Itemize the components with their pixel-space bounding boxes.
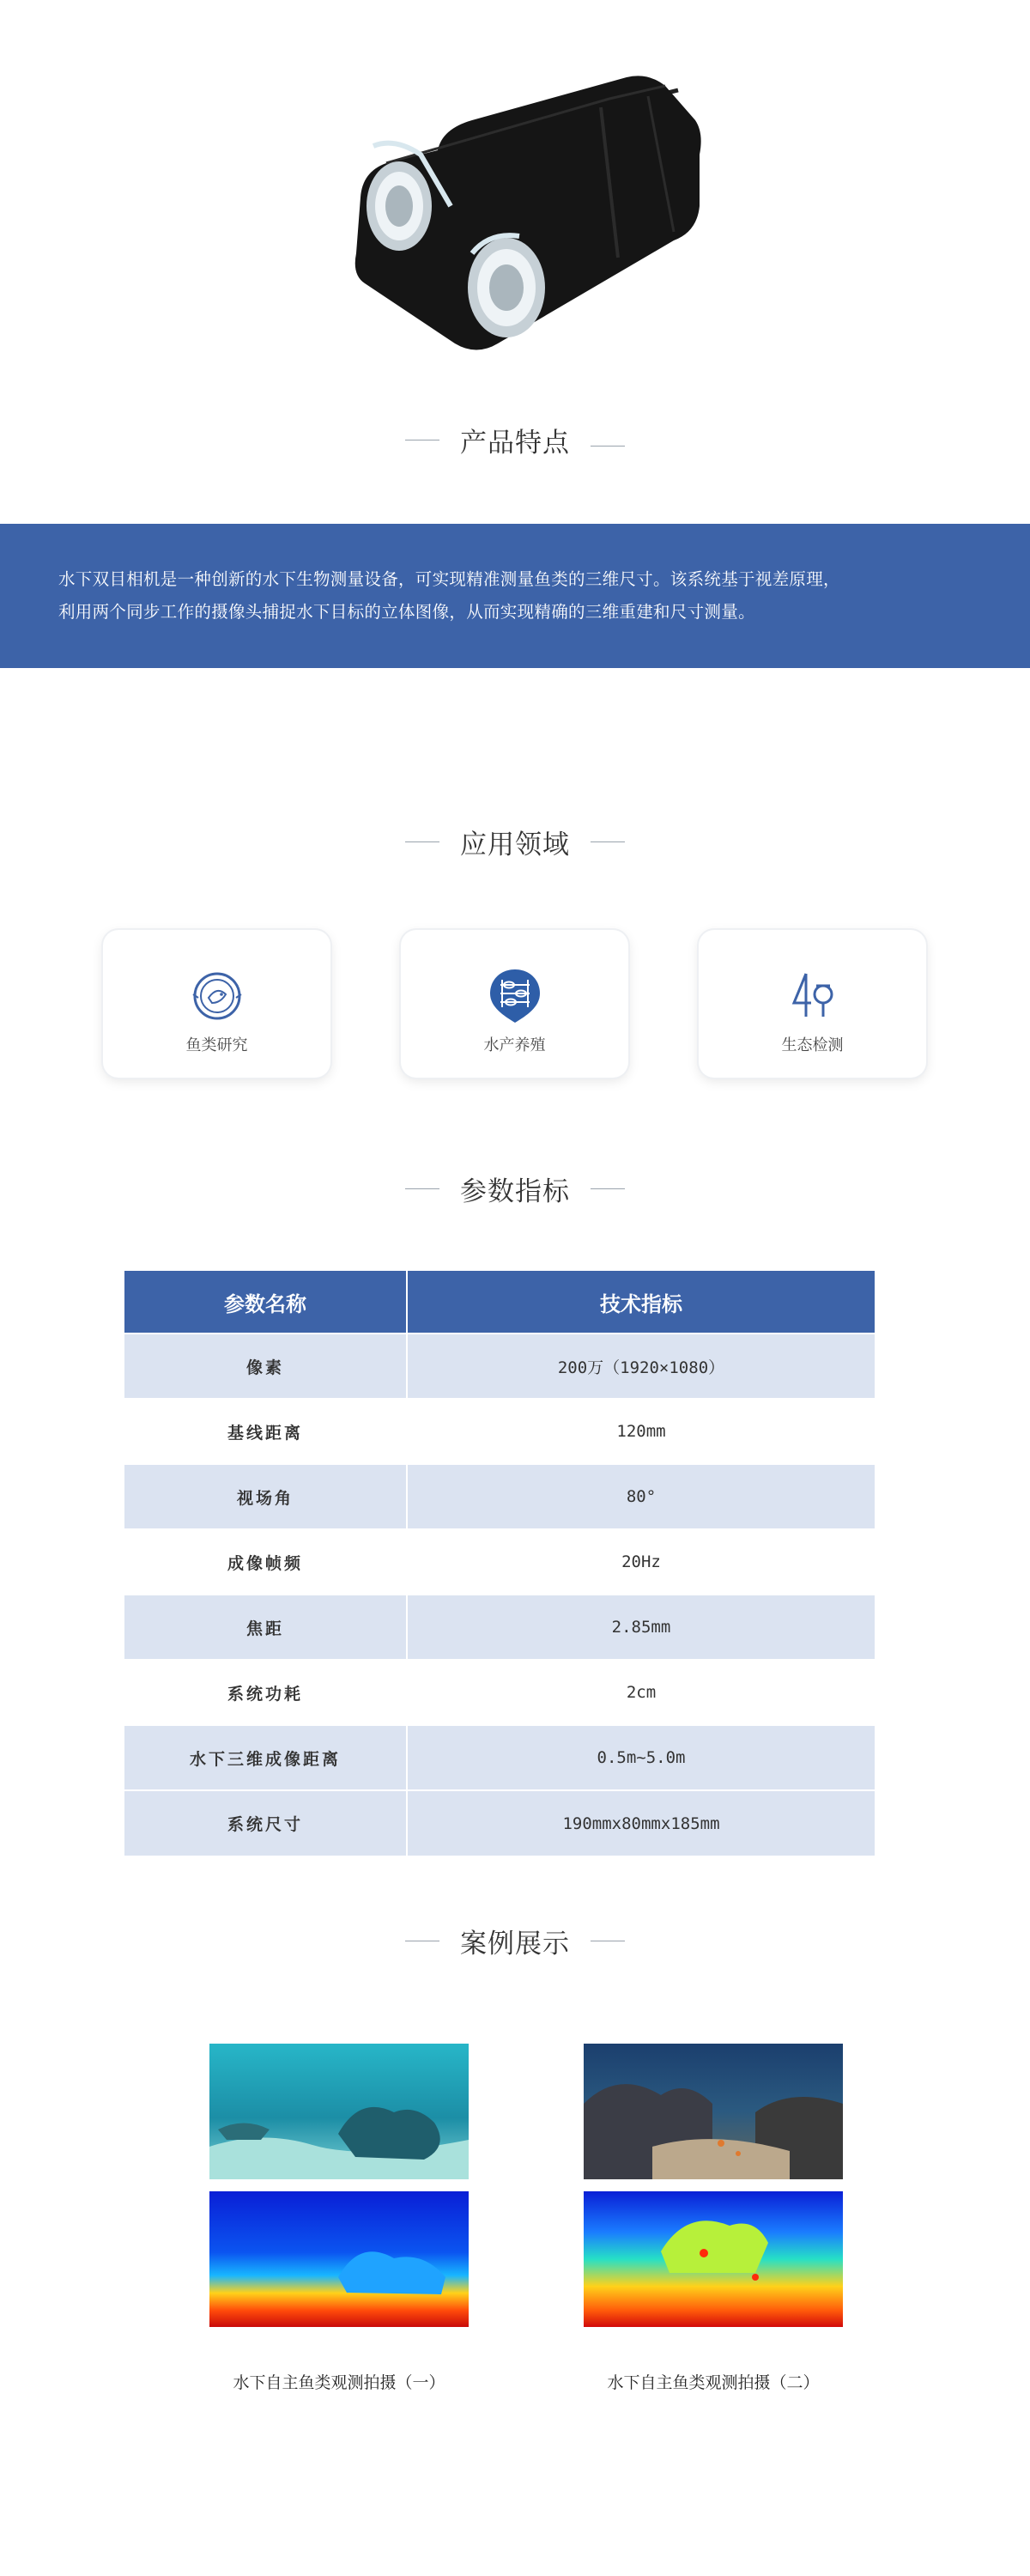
param-name: 水下三维成像距离 <box>124 1725 407 1790</box>
param-value: 2.85mm <box>407 1595 875 1660</box>
product-camera-image <box>335 60 747 369</box>
param-name: 像素 <box>124 1334 407 1399</box>
case-1-underwater-photo <box>209 2044 469 2179</box>
table-row <box>124 1334 875 1399</box>
param-value: 200万（1920×1080） <box>407 1334 875 1399</box>
param-value: 190mmx80mmx185mm <box>407 1790 875 1856</box>
param-name: 基线距离 <box>124 1399 407 1464</box>
param-name: 系统功耗 <box>124 1660 407 1725</box>
param-name: 成像帧频 <box>124 1529 407 1595</box>
header-param-spec: 技术指标 <box>407 1271 875 1334</box>
parameters-section-title <box>0 1170 1030 1208</box>
ecology-monitor-icon <box>785 968 841 1024</box>
app-card-label: 生态检测 <box>781 1036 844 1054</box>
app-card-fish-research[interactable] <box>103 930 330 1078</box>
features-line-2: 利用两个同步工作的摄像头捕捉水下目标的立体图像，从而实现精确的三维重建和尺寸测量。 <box>58 602 755 622</box>
param-value: 20Hz <box>407 1529 875 1595</box>
case-2-caption: 水下自主鱼类观测拍摄（二） <box>607 2373 820 2392</box>
case-2-depth-map <box>584 2191 843 2327</box>
applications-section-title <box>0 823 1030 861</box>
app-card-label: 水产养殖 <box>483 1036 546 1054</box>
case-1-depth-map <box>209 2191 469 2327</box>
param-value: 80° <box>407 1464 875 1529</box>
parameters-table <box>124 1271 875 1856</box>
app-card-ecology-monitor[interactable] <box>699 930 926 1078</box>
features-title: 产品特点 <box>460 428 570 459</box>
param-value: 120mm <box>407 1399 875 1464</box>
table-row <box>124 1464 875 1529</box>
app-card-label: 鱼类研究 <box>185 1036 248 1054</box>
features-line-1: 水下双目相机是一种创新的水下生物测量设备，可实现精准测量鱼类的三维尺寸。该系统基于视差原理， <box>58 569 840 589</box>
cases-title: 案例展示 <box>460 1929 570 1959</box>
app-card-aquaculture[interactable] <box>401 930 628 1078</box>
features-description-band <box>0 524 1030 668</box>
table-row <box>124 1529 875 1595</box>
fish-research-icon <box>189 968 245 1024</box>
features-section-title <box>0 421 1030 459</box>
header-param-name: 参数名称 <box>124 1271 407 1334</box>
table-row <box>124 1399 875 1464</box>
table-row <box>124 1725 875 1790</box>
cases-section-title <box>0 1922 1030 1960</box>
applications-title: 应用领域 <box>460 829 570 860</box>
param-value: 2cm <box>407 1660 875 1725</box>
table-row <box>124 1790 875 1856</box>
table-row <box>124 1595 875 1660</box>
table-header-row <box>124 1271 875 1334</box>
parameters-title: 参数指标 <box>460 1176 570 1207</box>
case-1-caption: 水下自主鱼类观测拍摄（一） <box>233 2373 445 2392</box>
param-name: 系统尺寸 <box>124 1790 407 1856</box>
table-row <box>124 1660 875 1725</box>
aquaculture-icon <box>487 968 543 1024</box>
param-name: 视场角 <box>124 1464 407 1529</box>
case-2-underwater-photo <box>584 2044 843 2179</box>
param-name: 焦距 <box>124 1595 407 1660</box>
param-value: 0.5m~5.0m <box>407 1725 875 1790</box>
